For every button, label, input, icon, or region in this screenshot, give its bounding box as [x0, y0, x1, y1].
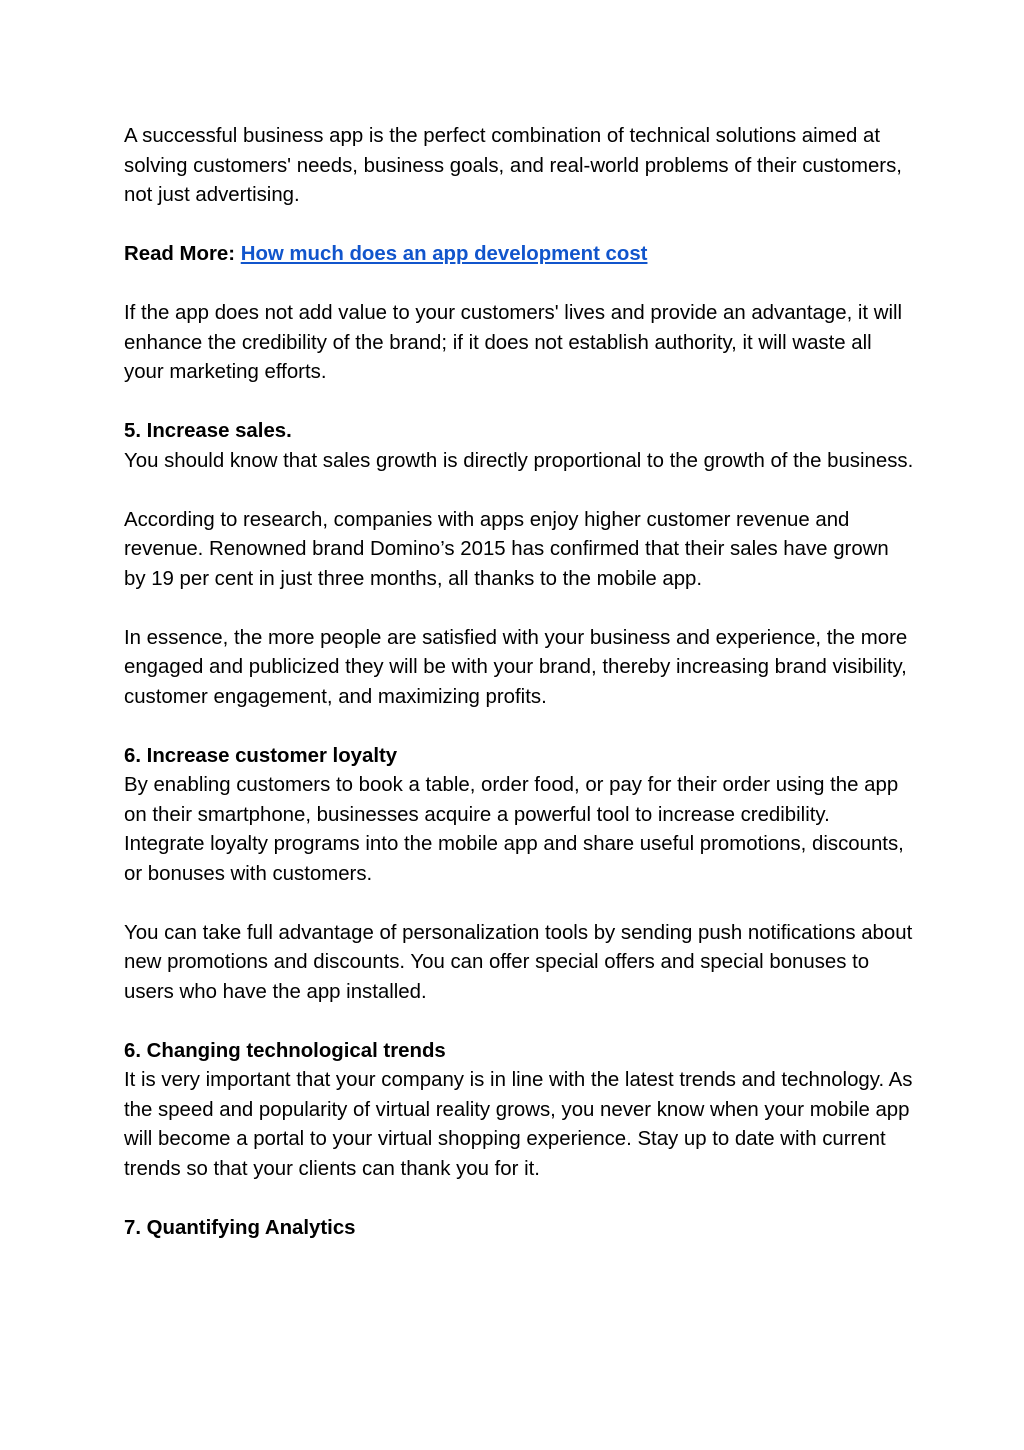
document-page [124, 122, 914, 1243]
value-paragraph: If the app does not add value to your customers' lives and provide an advantage, it will enhance the credibility of the brand; if it does not establish authority, it will waste all your marketing efforts. [124, 302, 903, 383]
paragraph-spacer [124, 1007, 914, 1037]
sales-paragraph-1: You should know that sales growth is directly proportional to the growth of the business. [124, 449, 914, 472]
loyalty-paragraph-1: By enabling customers to book a table, order food, or pay for their order using the app on their smartphone, businesses acquire a powerful tool to increase credibility. Integrate loyalty programs into the mobile app and share useful promotions, discounts, or bonuses with customers. [124, 774, 904, 885]
section-heading-analytics: 7. Quantifying Analytics [124, 1216, 356, 1239]
paragraph-spacer [124, 889, 914, 919]
read-more-link[interactable]: How much does an app development cost [240, 243, 648, 265]
read-more-line [124, 240, 914, 270]
paragraph-spacer [124, 594, 914, 624]
section-heading-sales: 5. Increase sales. [124, 420, 292, 442]
trends-paragraph-1: It is very important that your company is in line with the latest trends and technology. As the speed and popularity of virtual reality grows, you never know when your mobile app will become a portal to your virtual shopping experience. Stay up to date with current trends so that your clients can thank you for it. [124, 1069, 913, 1180]
paragraph-spacer [124, 476, 914, 506]
paragraph-spacer [124, 1184, 914, 1214]
paragraph-spacer [124, 712, 914, 742]
sales-paragraph-2: According to research, companies with apps enjoy higher customer revenue and revenue. Renowned brand Domino’s 2015 has confirmed that their sales have grown by 19 per cent in just three months, all thanks to the mobile app. [124, 508, 889, 590]
paragraph-spacer [124, 388, 914, 418]
section-heading-trends: 6. Changing technological trends [124, 1039, 446, 1062]
intro-paragraph: A successful business app is the perfect combination of technical solutions aimed at solving customers' needs, business goals, and real-world problems of their customers, not just advertising. [124, 125, 902, 206]
loyalty-paragraph-2: You can take full advantage of personalization tools by sending push notifications about new promotions and discounts. You can offer special offers and special bonuses to users who have the app installed. [124, 921, 913, 1003]
paragraph-spacer [124, 211, 914, 241]
read-more-label: Read More: [124, 243, 236, 265]
sales-paragraph-3: In essence, the more people are satisfied with your business and experience, the more engaged and publicized they will be with your brand, thereby increasing brand visibility, customer engagement, and maximizing profits. [124, 626, 908, 708]
paragraph-spacer [124, 270, 914, 300]
section-heading-loyalty: 6. Increase customer loyalty [124, 744, 398, 767]
